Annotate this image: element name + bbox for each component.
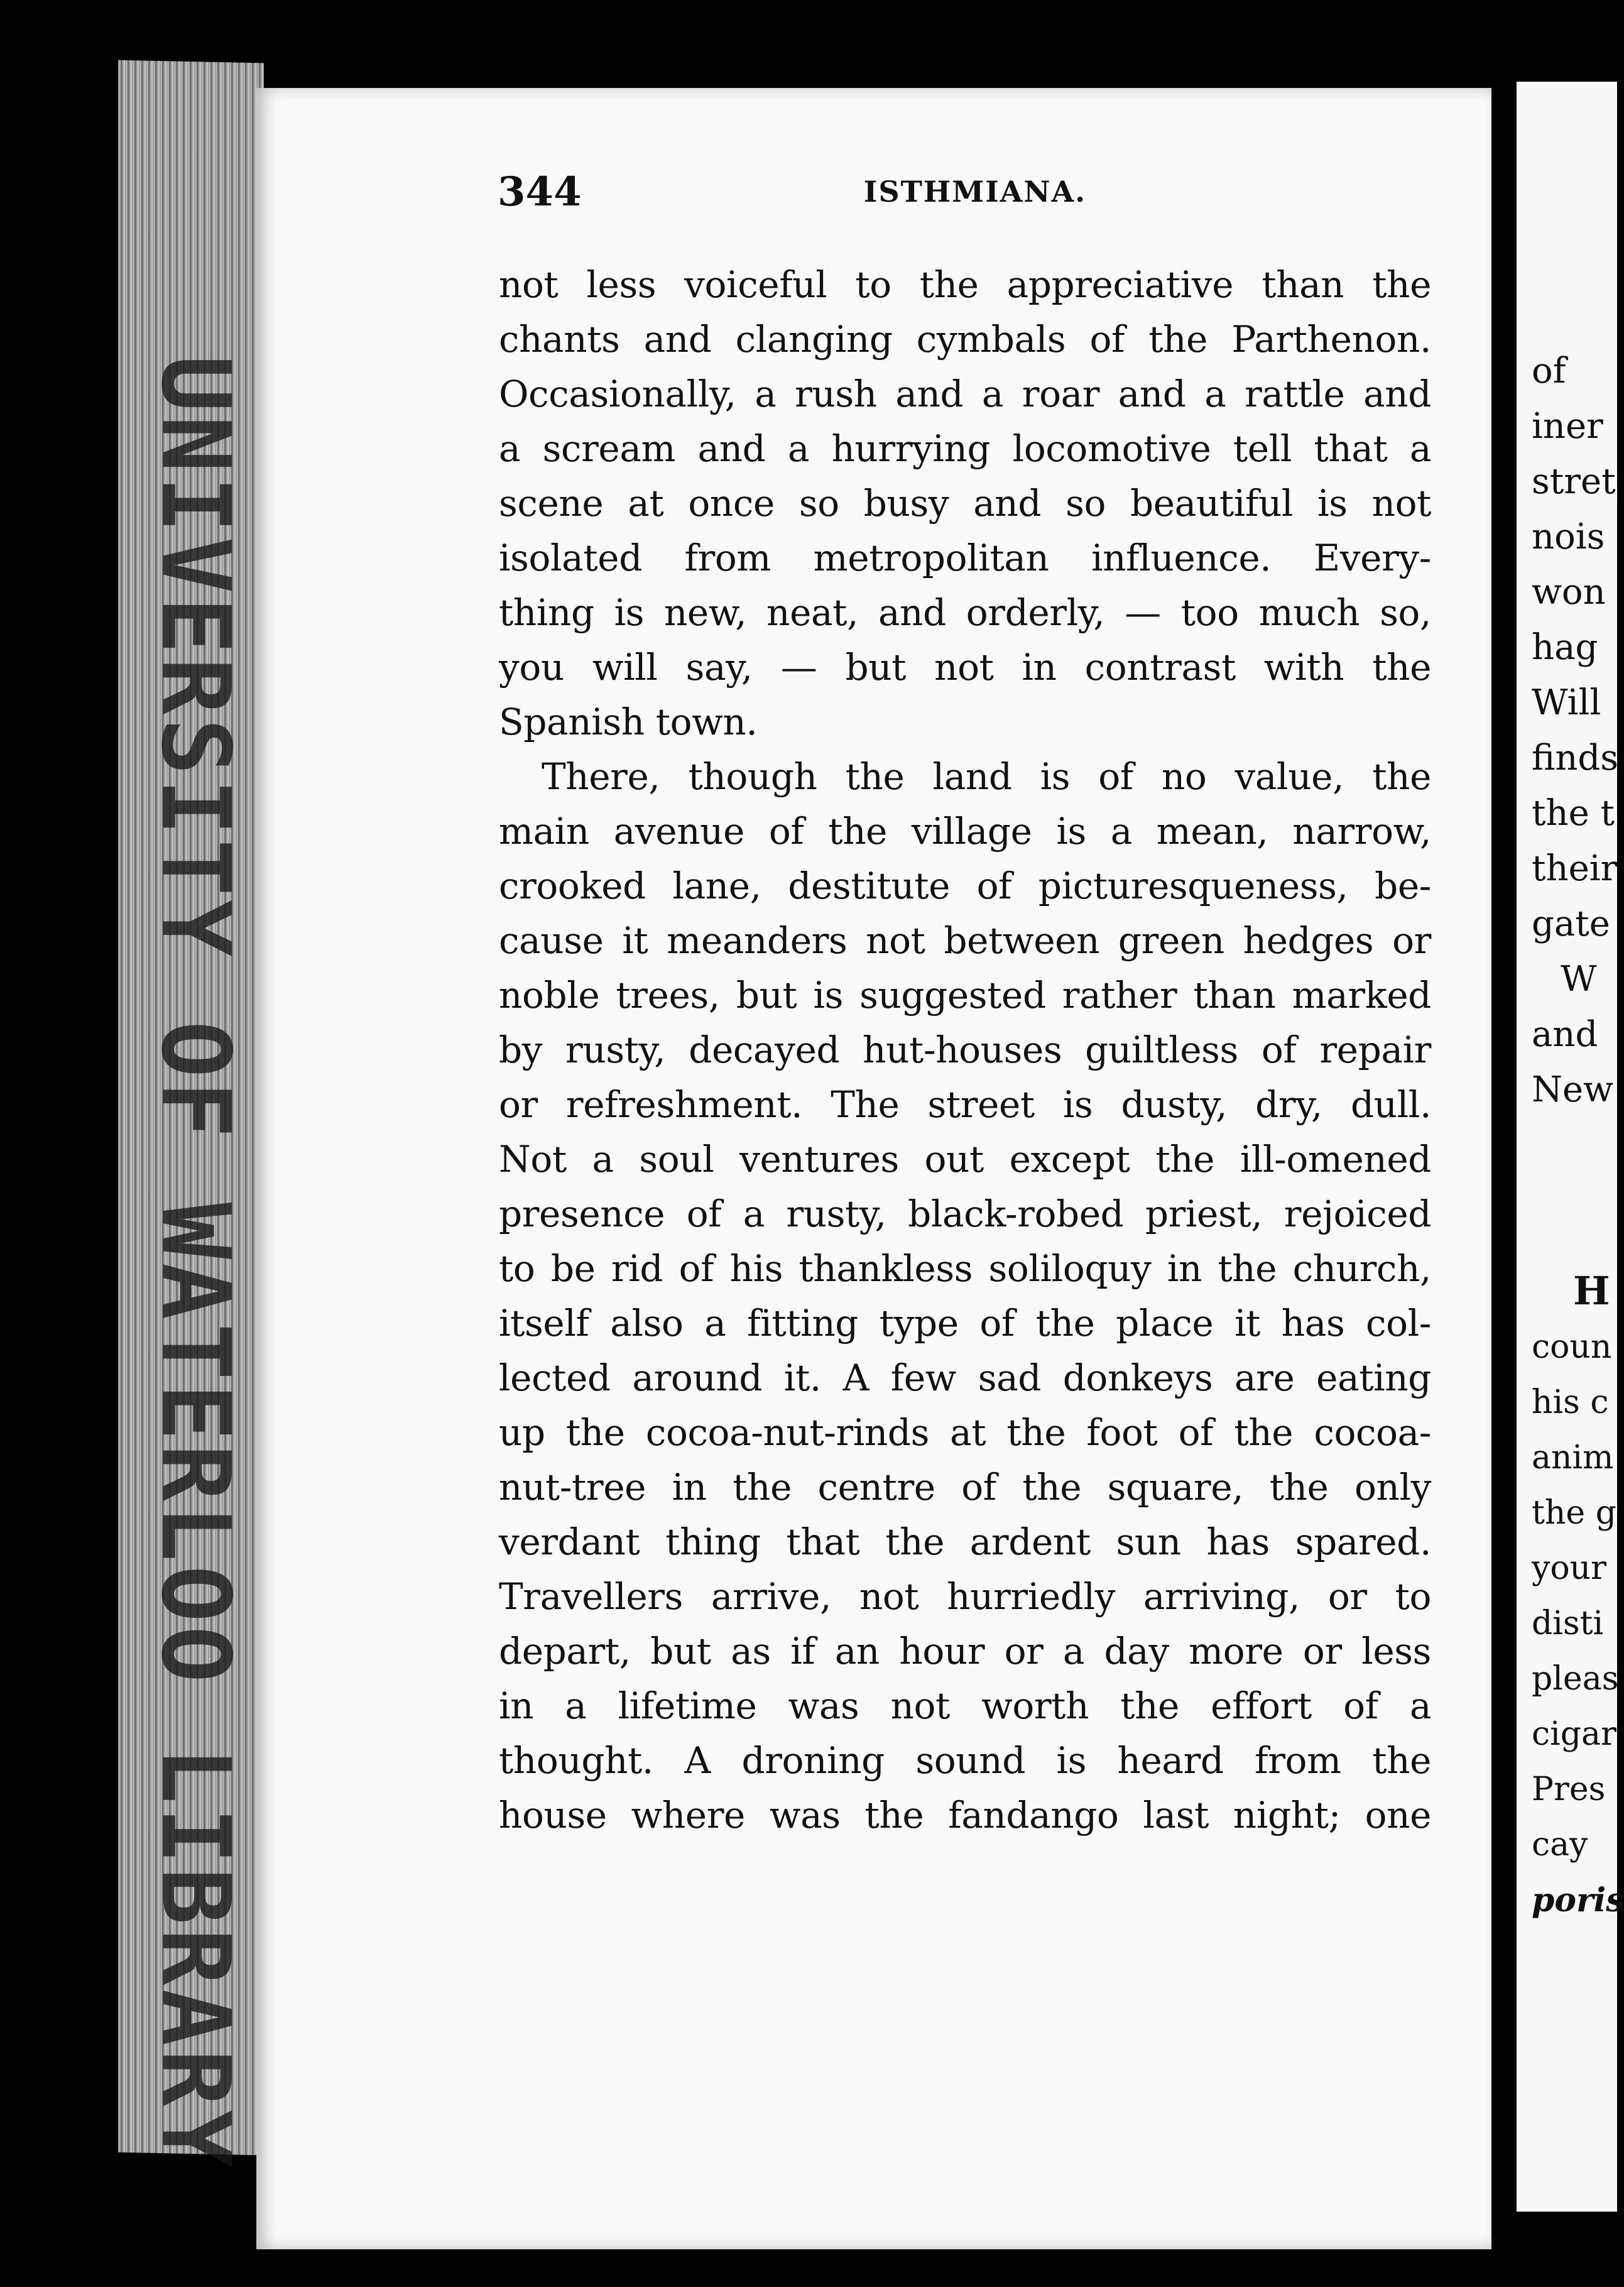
facing-fragment: won — [1532, 572, 1606, 613]
text-line: Occasionally, a rush and a roar and a rattle and — [499, 373, 1431, 415]
facing-fragment: the t — [1532, 793, 1615, 834]
facing-fragment: anim — [1532, 1439, 1614, 1476]
running-title: ISTHMIANA. — [863, 175, 1087, 209]
facing-fragment: W — [1561, 959, 1597, 1000]
text-line: Travellers arrive, not hurriedly arriving, or to — [499, 1575, 1431, 1618]
text-line: not less voiceful to the appreciative than the — [499, 263, 1431, 306]
text-line: Not a soul ventures out except the ill-omened — [499, 1138, 1431, 1181]
facing-fragment: his c — [1532, 1384, 1609, 1421]
text-line: chants and clanging cymbals of the Parthenon. — [499, 318, 1431, 361]
text-line: up the cocoa-nut-rinds at the foot of the cocoa- — [499, 1411, 1431, 1454]
facing-page — [1517, 82, 1624, 2212]
facing-fragment: New — [1532, 1069, 1614, 1110]
facing-fragment: Pres — [1532, 1771, 1606, 1808]
facing-fragment: coun — [1532, 1328, 1612, 1366]
text-line: noble trees, but is suggested rather than marked — [499, 974, 1431, 1017]
library-stamp-text: UNIVERSITY OF WATERLOO LIBRARY — [141, 355, 251, 2171]
text-line: house where was the fandango last night; one — [499, 1794, 1431, 1837]
facing-fragment: Will — [1532, 682, 1601, 723]
text-line: crooked lane, destitute of picturesqueness, be- — [499, 865, 1431, 907]
text-line: verdant thing that the ardent sun has spared. — [499, 1520, 1431, 1563]
body-text — [499, 258, 1431, 1843]
facing-fragment: pleas — [1532, 1660, 1619, 1698]
paragraph-start: There, though the land is of no value, the — [542, 755, 1431, 798]
text-line: thought. A droning sound is heard from the — [499, 1739, 1431, 1782]
facing-fragment: of — [1532, 351, 1566, 391]
gutter-shadow — [1493, 0, 1517, 2287]
text-line: depart, but as if an hour or a day more or less — [499, 1630, 1431, 1673]
facing-fragment: cay — [1532, 1826, 1588, 1864]
facing-fragment: their — [1532, 848, 1618, 889]
facing-fragment: your — [1532, 1549, 1607, 1587]
facing-fragment: cigar — [1532, 1715, 1616, 1753]
text-line: Spanish town. — [499, 701, 758, 743]
facing-fragment: iner — [1532, 406, 1603, 447]
facing-fragment: stret — [1532, 461, 1616, 502]
facing-fragment: gate — [1532, 903, 1610, 944]
text-line: in a lifetime was not worth the effort of a — [499, 1684, 1431, 1727]
text-line: thing is new, neat, and orderly, — too much so, — [499, 591, 1431, 634]
text-line: lected around it. A few sad donkeys are eating — [499, 1356, 1431, 1399]
book-page — [256, 88, 1491, 2249]
text-line: nut-tree in the centre of the square, the only — [499, 1466, 1431, 1509]
text-line: itself also a fitting type of the place it has col- — [499, 1302, 1431, 1345]
text-line: isolated from metropolitan influence. Every- — [499, 537, 1431, 579]
text-line: by rusty, decayed hut-houses guiltless of repair — [499, 1029, 1431, 1071]
facing-fragment: H — [1573, 1268, 1610, 1314]
library-stamp — [141, 355, 251, 2171]
text-line: scene at once so busy and so beautiful is not — [499, 482, 1431, 525]
text-line: or refreshment. The street is dusty, dry, dull. — [499, 1083, 1431, 1126]
facing-fragment: nois — [1532, 516, 1605, 557]
facing-fragment: hag — [1532, 627, 1598, 668]
text-line: a scream and a hurrying locomotive tell that a — [499, 427, 1431, 470]
facing-fragment: poris — [1532, 1881, 1624, 1919]
facing-fragment: and — [1532, 1014, 1598, 1055]
facing-fragment: disti — [1532, 1605, 1604, 1642]
page-number: 344 — [498, 168, 582, 216]
text-line: cause it meanders not between green hedges or — [499, 919, 1431, 962]
page-header — [498, 168, 1452, 231]
text-line: you will say, — but not in contrast with the — [499, 646, 1431, 689]
text-line: presence of a rusty, black-robed priest, rejoiced — [499, 1193, 1431, 1235]
text-line: main avenue of the village is a mean, narrow, — [499, 810, 1431, 853]
facing-fragment: finds — [1532, 738, 1619, 778]
facing-fragment: the g — [1532, 1494, 1616, 1532]
text-line: to be rid of his thankless soliloquy in the church, — [499, 1247, 1431, 1290]
